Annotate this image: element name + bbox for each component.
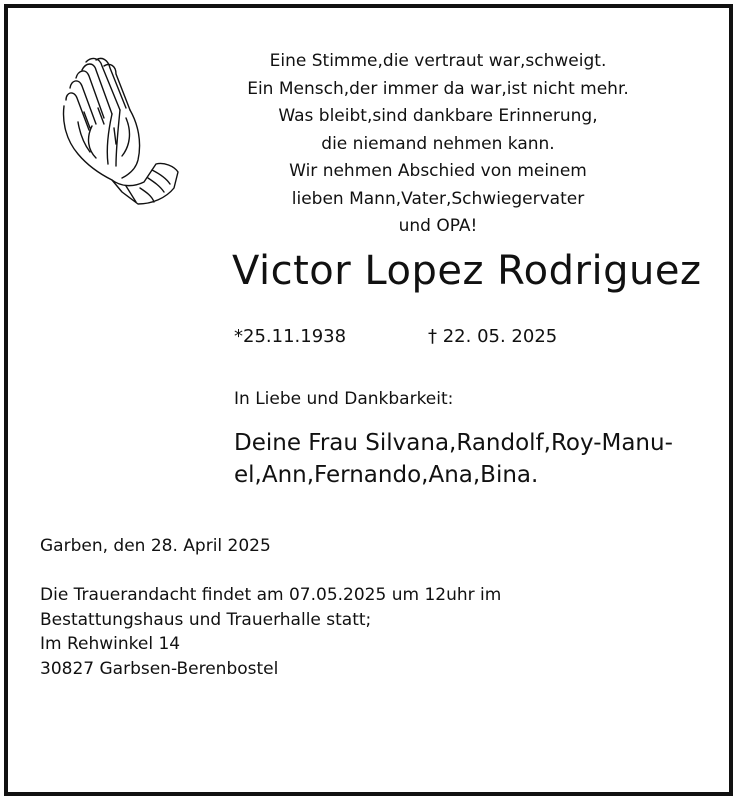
praying-hands-icon	[56, 52, 182, 210]
poem-line: Ein Mensch,der immer da war,ist nicht mehr.	[247, 78, 629, 99]
death-date: † 22. 05. 2025	[428, 326, 558, 347]
mourners-list	[234, 427, 673, 491]
service-line: Im Rehwinkel 14	[40, 634, 181, 654]
poem-line: und OPA!	[398, 216, 478, 236]
service-info	[40, 583, 501, 681]
poem-line: Wir nehmen Abschied von meinem	[289, 161, 587, 181]
poem	[198, 48, 678, 241]
mourners-line: el,Ann,Fernando,Ana,Bina.	[234, 462, 539, 488]
service-line: 30827 Garbsen-Berenbostel	[40, 658, 279, 679]
poem-line: Was bleibt,sind dankbare Erinnerung,	[278, 106, 598, 126]
poem-line: lieben Mann,Vater,Schwiegervater	[291, 188, 585, 209]
obituary-notice	[8, 8, 729, 792]
birth-date: *25.11.1938	[234, 326, 347, 347]
mourners-intro: In Liebe und Dankbarkeit:	[234, 389, 454, 409]
service-line: Die Trauerandacht findet am 07.05.2025 um 12uhr im	[40, 585, 502, 605]
obituary-frame	[4, 4, 733, 796]
mourners-line: Deine Frau Silvana,Randolf,Roy-Manu-	[234, 430, 673, 456]
service-line: Bestattungshaus und Trauerhalle statt;	[40, 609, 372, 630]
place-date: Garben, den 28. April 2025	[40, 536, 271, 556]
deceased-name: Victor Lopez Rodriguez	[232, 248, 702, 294]
poem-line: Eine Stimme,die vertraut war,schweigt.	[269, 51, 607, 71]
poem-line: die niemand nehmen kann.	[321, 133, 555, 154]
